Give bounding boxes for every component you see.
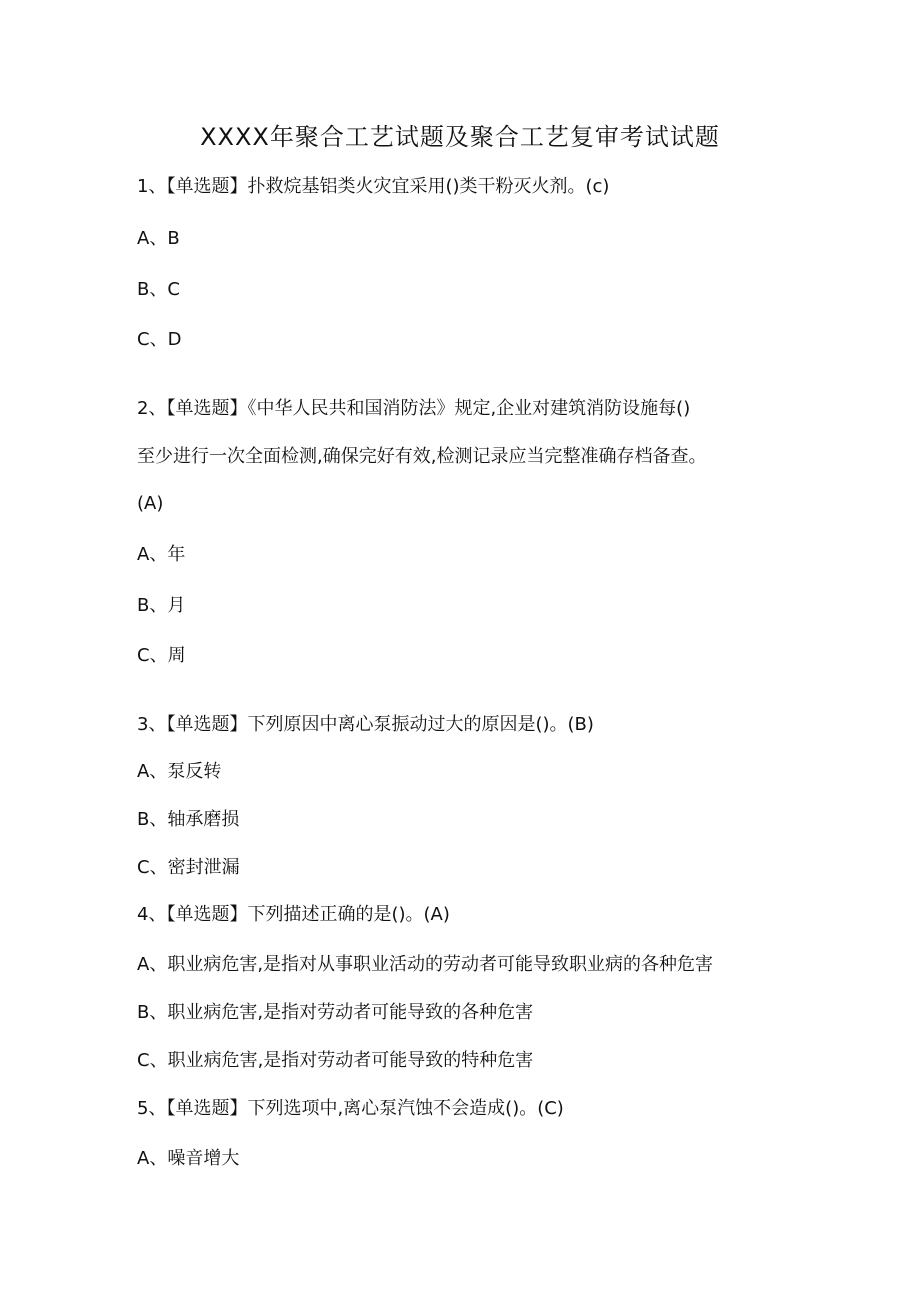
question-1-stem: 1、【单选题】扑救烷基铝类火灾宜采用()类干粉灭火剂。(c) [137, 176, 610, 197]
question-3-option-a: A、泵反转 [137, 761, 222, 782]
question-2-option-c: C、周 [137, 645, 186, 666]
question-4-option-a: A、职业病危害,是指对从事职业活动的劳动者可能导致职业病的各种危害 [137, 954, 714, 975]
question-1-option-b: B、C [137, 279, 180, 300]
question-3-stem: 3、【单选题】下列原因中离心泵振动过大的原因是()。(B) [137, 714, 594, 735]
question-1-option-c: C、D [137, 329, 182, 350]
question-4-option-b: B、职业病危害,是指对劳动者可能导致的各种危害 [137, 1002, 534, 1023]
question-2-stem-line-2: 至少进行一次全面检测,确保完好有效,检测记录应当完整准确存档备查。 [137, 446, 707, 467]
question-2-stem-line-1: 2、【单选题】《中华人民共和国消防法》规定,企业对建筑消防设施每() [137, 398, 691, 419]
question-3-option-c: C、密封泄漏 [137, 857, 240, 878]
question-3-option-b: B、轴承磨损 [137, 809, 240, 830]
question-5-stem: 5、【单选题】下列选项中,离心泵汽蚀不会造成()。(C) [137, 1098, 564, 1119]
question-1-option-a: A、B [137, 228, 180, 249]
question-2-stem-line-3: (A) [137, 493, 164, 514]
document-title: XXXX年聚合工艺试题及聚合工艺复审考试试题 [200, 123, 720, 151]
question-2-option-a: A、年 [137, 544, 186, 565]
question-5-option-a: A、噪音增大 [137, 1148, 240, 1169]
question-2-option-b: B、月 [137, 595, 186, 616]
question-4-stem: 4、【单选题】下列描述正确的是()。(A) [137, 904, 450, 925]
question-4-option-c: C、职业病危害,是指对劳动者可能导致的特种危害 [137, 1050, 534, 1071]
